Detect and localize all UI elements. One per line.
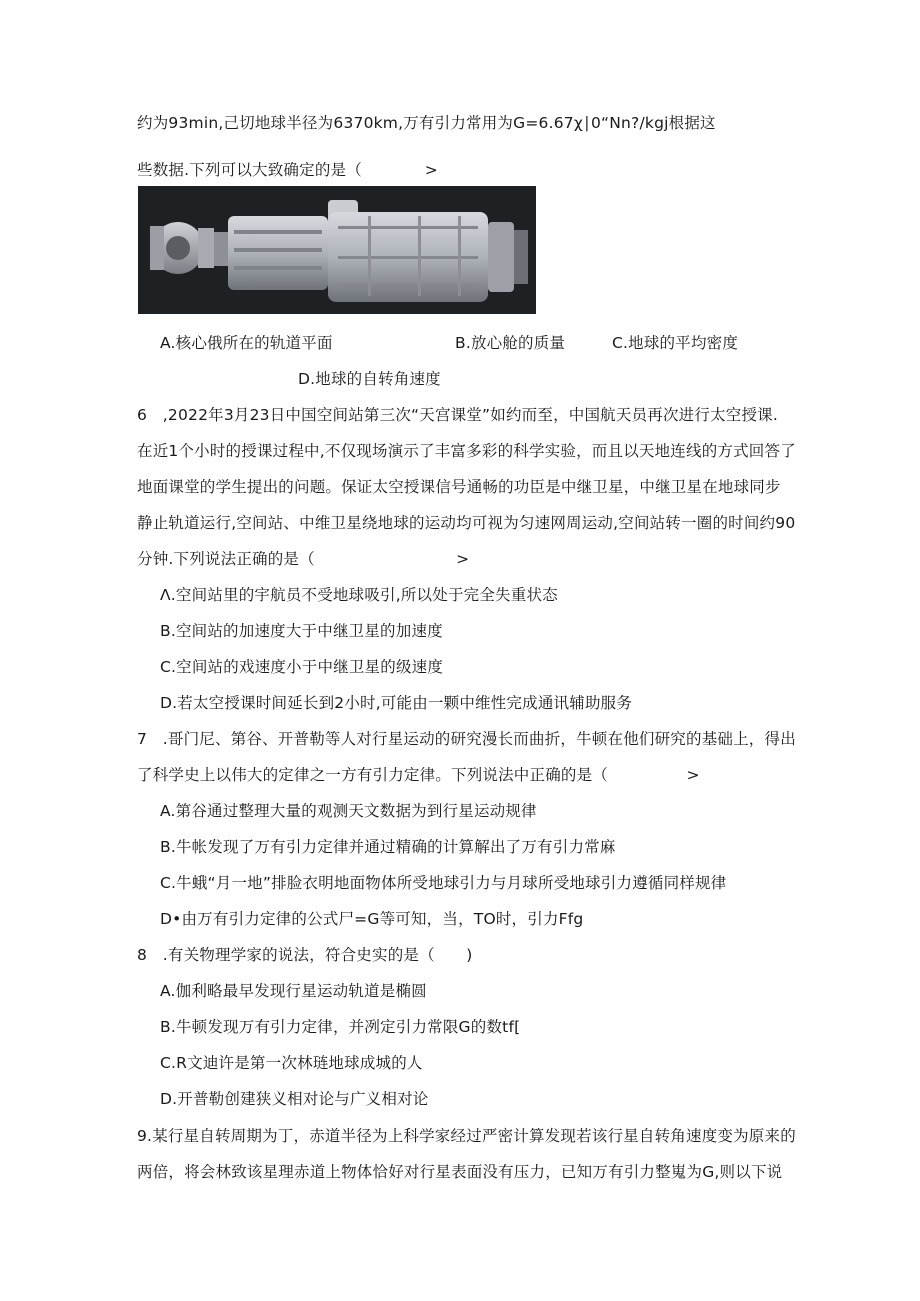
q5-option-b: B.放心舱的质量 [455, 334, 566, 352]
q6-option-c: C.空间站的戏速度小于中继卫星的级速度 [160, 658, 444, 676]
q6-line-4: 静止轨道运行,空间站、中维卫星绕地球的运动均可视为匀速网周运动,空间站转一圈的时间约90 [137, 514, 796, 532]
q7-line-1: 7 .哥门尼、第谷、开普勒等人对行星运动的研究漫长而曲折，牛顿在他们研究的基础上，得出 [137, 730, 796, 748]
space-station-photo [138, 186, 536, 314]
q6-option-b: B.空间站的加速度大于中继卫星的加速度 [160, 622, 443, 640]
q7-option-d: D•由万有引力定律的公式尸=G等可知，当，TO时，引力Ffg [160, 910, 584, 928]
q8-option-c: C.R文迪许是第一次林琏地球成城的人 [160, 1054, 423, 1072]
q7-option-c: C.牛蛾“月一地”排脸衣明地面物体所受地球引力与月球所受地球引力遵循同样规律 [160, 874, 727, 892]
q6-option-a: Λ.空间站里的宇航员不受地球吸引,所以处于完全失重状态 [160, 586, 558, 604]
q5-option-d: D.地球的自转角速度 [298, 370, 441, 388]
q6-line-3: 地面课堂的学生提出的问题。保证太空授课信号通畅的功臣是中继卫星，中继卫星在地球同步 [137, 478, 781, 496]
q5-option-c: C.地球的平均密度 [612, 334, 739, 352]
q9-line-2: 两倍，将会林致该星理赤道上物体恰好对行星表面没有压力，已知万有引力整嵬为G,则以下说 [137, 1163, 783, 1181]
q8-line-1: 8 .有关物理学家的说法，符合史实的是（ ) [137, 946, 473, 964]
q8-option-b: B.牛顿发现万有引力定律，并冽定引力常限G的数tf[ [160, 1018, 521, 1036]
q6-line-1: 6 ,2022年3月23日中国空间站第三次“天宫课堂”如约而至，中国航天员再次进行太空授课. [137, 406, 779, 424]
q6-line-2: 在近1个小时的授课过程中,不仅现场演示了丰富多彩的科学实验，而且以天地连线的方式回答了 [137, 442, 796, 460]
q7-line-2: 了科学史上以伟大的定律之一方有引力定律。下列说法中正确的是（ > [137, 766, 700, 784]
q5-line-1: 约为93min,己切地球半径为6370km,万有引力常用为G=6.67χ∣0“Nn?/kgj根据这 [137, 114, 716, 132]
q8-option-d: D.开普勒创建狭义相对论与广义相对论 [160, 1090, 429, 1108]
q6-line-5: 分钟.下列说法正确的是（ > [137, 550, 470, 568]
q5-option-a: A.核心俄所在的轨道平面 [160, 334, 333, 352]
q7-option-b: B.牛帐发现了万有引力定律并通过精确的计算解出了万有引力常麻 [160, 838, 616, 856]
q7-option-a: A.第谷通过整理大量的观测天文数据为到行星运动规律 [160, 802, 537, 820]
q8-option-a: A.伽利略最早发现行星运动轨道是椭圆 [160, 982, 427, 1000]
q9-line-1: 9.某行星自转周期为丁，赤道半径为上科学家经过严密计算发现若该行星自转角速度变为原来的 [137, 1127, 796, 1145]
q5-line-2: 些数据.下列可以大致确定的是（ > [137, 161, 438, 179]
q6-option-d: D.若太空授课时间延长到2小时,可能由一颗中维性完成通讯辅助服务 [160, 694, 633, 712]
